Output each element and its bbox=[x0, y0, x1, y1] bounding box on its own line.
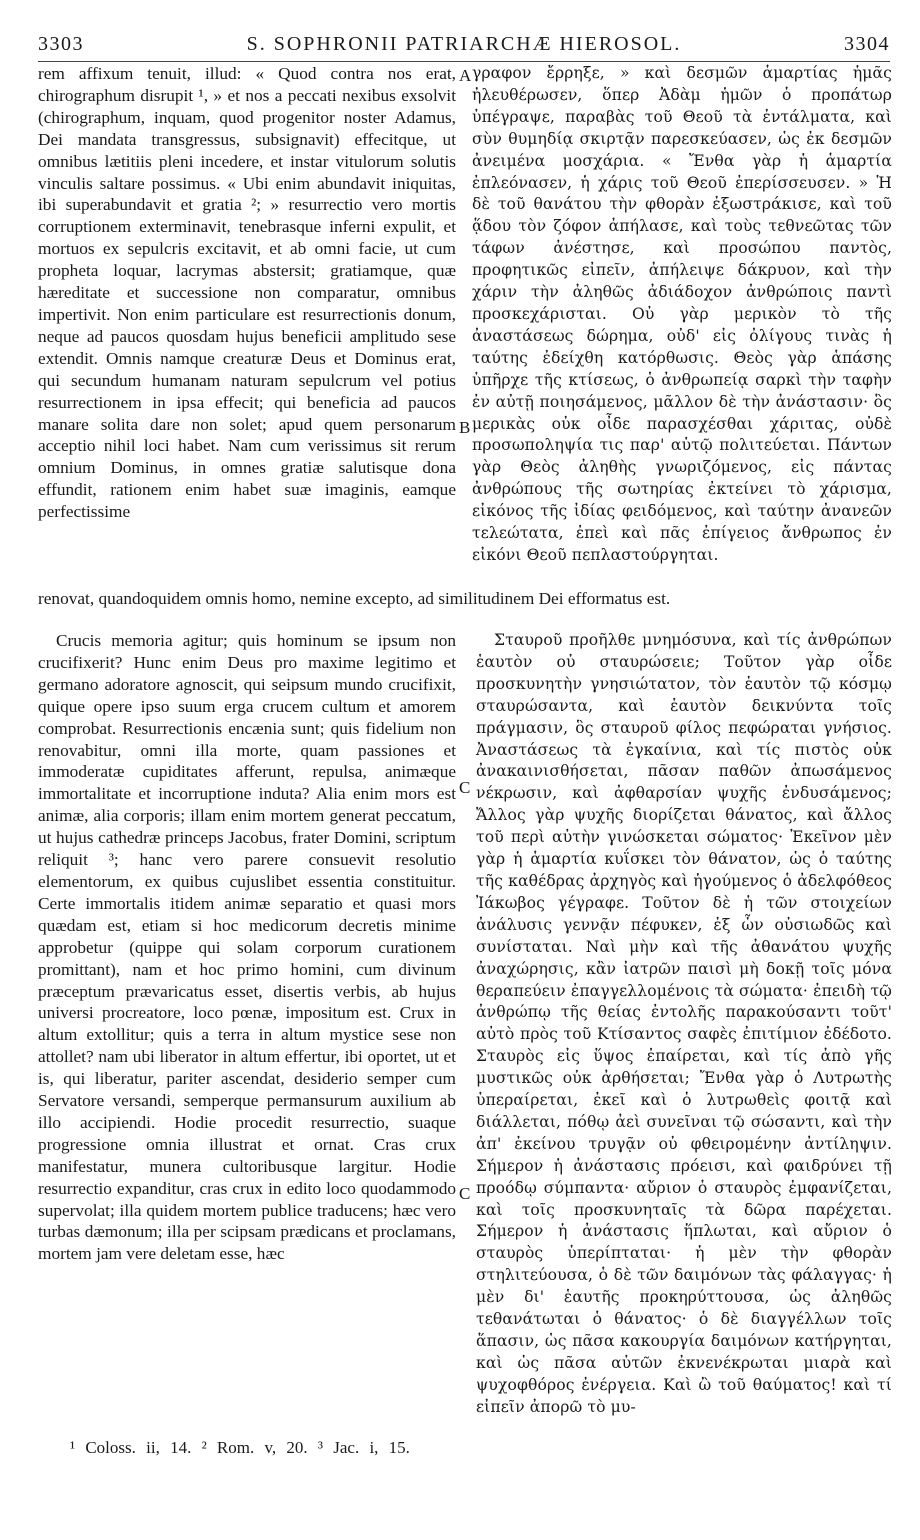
running-header bbox=[38, 30, 890, 58]
latin-paragraph: rem affixum tenuit, illud: « Quod contra nos erat, chirographum disrupit ¹, » et nos a peccati nexibus exsolvit (chirographum, inquam, quod progenitor noster Adamus, Dei mandata transgressus, subsignavit) effecitque, ut omnibus lætitiis pleni incedere, et instar vitulorum solutis vinculis saltare possimus. « Ubi enim abundavit iniquitas, ibi superabundavit et gratia ²; » resurrectio vero mortis corruptionem exterminavit, tenebrasque inferni expulit, et mortuos ex sepulcris excitavit, et ab omni facie, ut cum propheta loquar, lacrymas abstersit; gratiamque, quæ hæreditate et successione non comparatur, omnibus impertivit. Non enim particulare est resurrectionis donum, neque ad paucos quosdam hujus beneficii amplitudo sese extendit. Omnis namque creaturæ Deus et Dominus erat, qui secundum humanam naturam sepulcrum vel potius resurrectionem in ipsa effecit; qui beneficia ad paucos manare solita dare non solet; apud quem personarum acceptio nihil loci habet. Nam cum verissimus sit rerum omnium Dominus, in omnes gratiæ salutisque dona effundit, rationem enim habet suæ imaginis, eamque perfectissime bbox=[38, 64, 456, 522]
footnotes: ¹ Coloss. ii, 14. ² Rom. v, 20. ³ Jac. i, 15. bbox=[70, 1438, 410, 1457]
latin-spill-line: renovat, quandoquidem omnis homo, nemine excepto, ad similitudinem Dei efformatus est. bbox=[38, 589, 671, 608]
section-marker-c: C bbox=[459, 778, 471, 797]
greek-paragraph: γραφον ἔρρηξε, » καὶ δεσμῶν ἁμαρτίας ἡμᾶς ἠλευθέρωσεν, ὅπερ Ἀδὰμ ἡμῶν ὁ προπάτωρ ὑπέγραψε, παραβὰς τοῦ Θεοῦ τὰ ἐντάλματα, καὶ σὺν θυμηδίᾳ σκιρτᾷν παρεσκεύασεν, ὡς ἐκ δεσμῶν ἀνειμένα μοσχάρια. « Ἔνθα γὰρ ἡ ἁμαρτία ἐπλεόνασεν, ἡ χάρις τοῦ Θεοῦ ἐπερίσσευσεν. » Ἡ δὲ τοῦ θανάτου τὴν φθορὰν ἐξωστράκισε, καὶ τοῦ ᾅδου τὸν ζόφον ἀπήλασε, καὶ τοὺς τεθνεῶτας τῶν τάφων ἀνέστησε, καὶ προσώπου παντὸς, προφητικῶς εἰπεῖν, ἀπήλειψε δάκρυον, καὶ τὴν χάριν τὴν ἀληθῶς ἀδιάδοχον ἀνθρώποις παντὶ προσκεχάρισται. Οὐ γὰρ μερικὸν τὸ τῆς ἀναστάσεως δώρημα, οὐδ' εἰς ὀλίγους τινὰς ἡ ταύτης ἐδείχθη κατόρθωσις. Θεὸς γὰρ ἁπάσης ὑπῆρχε τῆς κτίσεως, ὁ ἀνθρωπείᾳ σαρκὶ τὴν ταφὴν ἐν αὐτῇ ποιησάμενος, μᾶλλον δὲ τὴν ἀνάστασιν· ὃς μερικὰς οὐκ οἶδε παρασχέσθαι χάριτας, οὐδὲ προσωποληψία τις παρ' αὐτῷ πολιτεύεται. Πάντων γὰρ Θεὸς ἀληθὴς γνωριζόμενος, εἰς πάντας ἀνθρώπους τῆς σωτηρίας ἐκτείνει τὸ χάρισμα, εἰκόνος τῆς ἰδίας φειδόμενος, καὶ ταύτην ἀνανεῶν τελεώτατα, ἐπεὶ καὶ πᾶς ἐπίγειος ἄνθρωπος ἐν εἰκόνι Θεοῦ πεπλαστούργηται. bbox=[472, 64, 892, 564]
latin-column-top bbox=[38, 63, 456, 523]
latin-paragraph: Crucis memoria agitur; quis hominum se ipsum non crucifixerit? Hunc enim Deus pro maxime legitimo et germano adoratore agnoscit, qui seipsum mundo crucifixit, quique opere ipso suum erga crucem cultum et amorem comprobat. Resurrectionis encænia sunt; quis fidelium non renovabitur, omni illa morte, quam passiones et immoderatæ cupiditates afferunt, repulsa, animæque immortalitate et incorruptione induta? Alia enim mors est animæ, alia corporis; illam enim mortem generat peccatum, ut hujus cathedræ princeps Jacobus, frater Domini, scriptum reliquit ³; hanc vero parere consuevit resolutio elementorum, ex quibus cujuslibet essentia constituitur. Certe immortalis itidem animæ separatio et quasi mors quædam est, etiam si hoc medicorum decretis minime approbetur (quippe qui solam corporum curationem promittant), nam et hoc primo homini, cum divinum præceptum prævaricatus esset, disertis verbis, ab hujus universi procreatore, loco pœnæ, impositum est. Crux in altum extollitur; quis a terra in altum mystice sese non attollet? nam ubi liberator in altum effertur, ibi oportet, ut et is, qui liberatur, pariter ascendat, desiderio semper cum Servatore versandi, semperque permansurum auxilium ab illo accipiendi. Hodie procedit resurrectio, suaque progressione omnia illustrat et ornat. Cras crux manifestatur, munera cultoribusque largitur. Hodie resurrectio expanditur, cras crux in edito loco quodammodo supervolat; illa quidem mortem publice traducens; hæc vero turbas dæmonum; illa per scipsam prædicans et proclamans, mortem jam vere deletam esse, hæc bbox=[38, 631, 456, 1264]
page-number-right: 3304 bbox=[844, 32, 890, 55]
section-marker-c: C bbox=[459, 1184, 471, 1203]
greek-column-top bbox=[472, 63, 892, 567]
header-rule bbox=[38, 61, 890, 62]
section-marker-b: B bbox=[459, 418, 471, 437]
section-marker-a: A bbox=[459, 66, 472, 85]
latin-column-bottom bbox=[38, 630, 456, 1265]
greek-paragraph: Σταυροῦ προῆλθε μνημόσυνα, καὶ τίς ἀνθρώπων ἑαυτὸν οὐ σταυρώσειε; Τοῦτον γὰρ οἶδε προσκυνητὴν γνησιώτατον, τὸν ἑαυτὸν τῷ κόσμῳ σταυρώσαντα, καὶ ἑαυτὸν δεικνύντα τοῖς πράγμασιν, ὃς σταυροῦ φίλος πεφώραται γνήσιος. Ἀναστάσεως τὰ ἐγκαίνια, καὶ τίς πιστὸς οὐκ ἀνακαινισθήσεται, πᾶσαν παθῶν ἀπωσάμενος νέκρωσιν, καὶ ἀφθαρσίαν ψυχῆς ἐνδυσάμενος; Ἄλλος γὰρ ψυχῆς διορίζεται θάνατος, καὶ ἄλλος τοῦ περὶ αὐτὴν γινώσκεται σώματος· Ἐκεῖνον μὲν γὰρ ἡ ἁμαρτία κυΐσκει τὸν θάνατον, ὡς ὁ ταύτης τῆς καθέδρας ἀρχηγὸς καὶ ἡγούμενος ὁ ἀδελφόθεος Ἰάκωβος γέγραφε. Τοῦτον δὲ ἡ τῶν στοιχείων ἀνάλυσις γεννᾷν πέφυκεν, ἐξ ὧν οὐσιωδῶς καὶ συνίσταται. Ναὶ μὴν καὶ τῆς ἀθανάτου ψυχῆς ἀναχώρησις, κἂν ἰατρῶν παισὶ μὴ δοκῇ τοῖς μόνα θεραπεύειν ἐπαγγελλομένοις τὰ σώματα· ἐπειδὴ τῷ ἀνθρώπῳ τῆς θείας ἐντολῆς παρακούσαντι τοῦτ' αὐτὸ πρὸς τοῦ Κτίσαντος σαφὲς ἐπιτίμιον ἐδέδοτο. Σταυρὸς εἰς ὕψος ἐπαίρεται, καὶ τίς ἀπὸ γῆς μυστικῶς οὐκ ἀρθήσεται; Ἔνθα γὰρ ὁ Λυτρωτὴς ὑπεραίρεται, ἐκεῖ καὶ ὁ λυτρωθεὶς φοιτᾷ καὶ διάλλεται, πόθῳ ἀεὶ συνεῖναι τῷ σώσαντι, καὶ τὴν ἀπ' ἐκείνου τρυγᾷν οὐ φθειρομένην ἀντίληψιν. Σήμερον ἡ ἀνάστασις πρόεισι, καὶ φαιδρύνει τῇ προόδῳ σύμπαντα· αὔριον ὁ σταυρὸς ἐμφανίζεται, καὶ τοῖς προσκυνηταῖς τὰ δῶρα παρέχεται. Σήμερον ἡ ἀνάστασις ἥπλωται, καὶ αὔριον ὁ σταυρὸς ὑπερίπταται· ἡ μὲν τὴν φθορὰν στηλιτεύουσα, ὁ δὲ τῶν δαιμόνων τὰς φάλαγγας· ἡ μὲν δι' ἑαυτῆς προκηρύττουσα, ὡς ἀληθῶς τεθανάτωται ὁ θάνατος· ὁ δὲ διαγγέλλων τοῖς ἅπασιν, ὡς πᾶσα κακουργία δαιμόνων κατήργηται, καὶ ὡς πᾶσα αὐτῶν ἐκνενέκρωται μιαρὰ καὶ ψυχοφθόρος ἐνέργεια. Καὶ ὢ τοῦ θαύματος! καὶ τί εἰπεῖν ἀπορῶ τὸ μυ- bbox=[476, 631, 892, 1416]
greek-column-bottom bbox=[476, 630, 892, 1419]
page-number-left: 3303 bbox=[38, 32, 84, 55]
running-title: S. SOPHRONII PATRIARCHÆ HIEROSOL. bbox=[246, 32, 682, 55]
